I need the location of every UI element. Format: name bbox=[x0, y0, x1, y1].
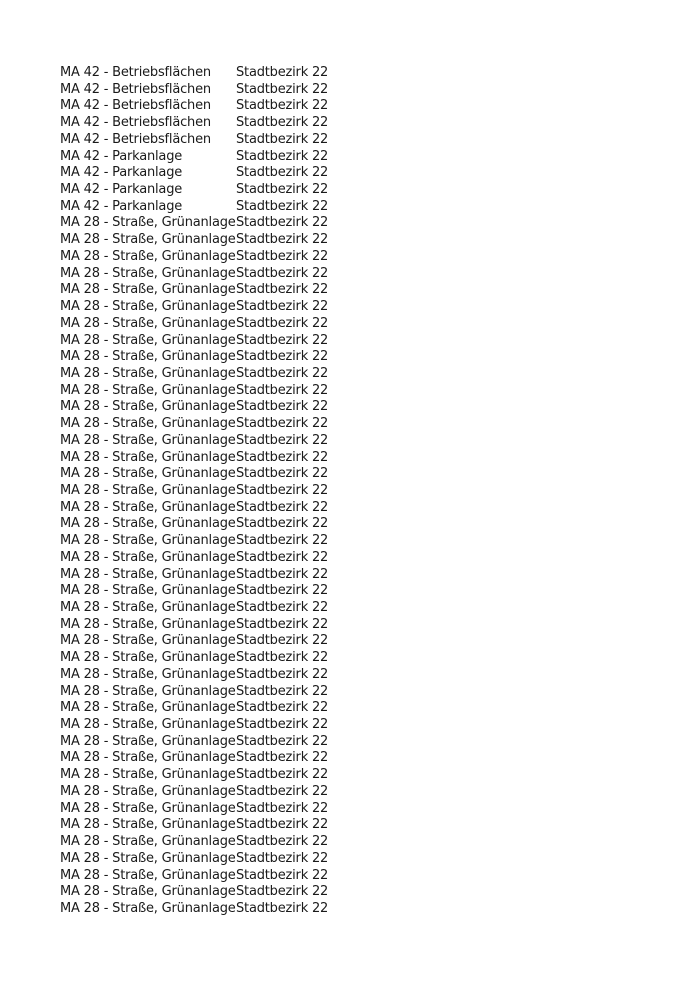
table-row bbox=[60, 767, 328, 784]
department-cell: MA 28 - Straße, Grünanlage bbox=[60, 499, 236, 515]
district-cell: Stadtbezirk 22 bbox=[236, 900, 329, 916]
district-cell: Stadtbezirk 22 bbox=[236, 416, 329, 432]
table-row bbox=[60, 299, 328, 316]
department-cell: MA 28 - Straße, Grünanlage bbox=[60, 700, 236, 716]
district-cell: Stadtbezirk 22 bbox=[236, 817, 329, 833]
table-row bbox=[60, 333, 328, 350]
department-cell: MA 28 - Straße, Grünanlage bbox=[60, 349, 236, 365]
table-row bbox=[60, 901, 328, 918]
district-cell: Stadtbezirk 22 bbox=[236, 148, 329, 164]
table-row bbox=[60, 600, 328, 617]
department-cell: MA 28 - Straße, Grünanlage bbox=[60, 399, 236, 415]
table-row bbox=[60, 65, 328, 82]
table-row bbox=[60, 399, 328, 416]
district-cell: Stadtbezirk 22 bbox=[236, 733, 329, 749]
district-cell: Stadtbezirk 22 bbox=[236, 767, 329, 783]
department-cell: MA 28 - Straße, Grünanlage bbox=[60, 717, 236, 733]
district-cell: Stadtbezirk 22 bbox=[236, 449, 329, 465]
table-row bbox=[60, 383, 328, 400]
table-row bbox=[60, 282, 328, 299]
department-cell: MA 28 - Straße, Grünanlage bbox=[60, 248, 236, 264]
table-row bbox=[60, 851, 328, 868]
district-cell: Stadtbezirk 22 bbox=[236, 800, 329, 816]
table-row bbox=[60, 633, 328, 650]
department-cell: MA 28 - Straße, Grünanlage bbox=[60, 332, 236, 348]
table-row bbox=[60, 516, 328, 533]
district-cell: Stadtbezirk 22 bbox=[236, 332, 329, 348]
table-row bbox=[60, 433, 328, 450]
district-cell: Stadtbezirk 22 bbox=[236, 834, 329, 850]
table-row bbox=[60, 884, 328, 901]
district-cell: Stadtbezirk 22 bbox=[236, 382, 329, 398]
district-cell: Stadtbezirk 22 bbox=[236, 533, 329, 549]
table-row bbox=[60, 466, 328, 483]
department-cell: MA 28 - Straße, Grünanlage bbox=[60, 449, 236, 465]
table-row bbox=[60, 115, 328, 132]
department-cell: MA 28 - Straße, Grünanlage bbox=[60, 583, 236, 599]
district-cell: Stadtbezirk 22 bbox=[236, 365, 329, 381]
table-row bbox=[60, 450, 328, 467]
table-row bbox=[60, 684, 328, 701]
district-cell: Stadtbezirk 22 bbox=[236, 600, 329, 615]
district-cell: Stadtbezirk 22 bbox=[236, 81, 329, 97]
department-cell: MA 42 - Parkanlage bbox=[60, 165, 183, 181]
department-cell: MA 28 - Straße, Grünanlage bbox=[60, 733, 236, 749]
table-row bbox=[60, 366, 328, 383]
district-cell: Stadtbezirk 22 bbox=[236, 750, 329, 766]
table-row bbox=[60, 834, 328, 851]
table-row bbox=[60, 567, 328, 584]
district-cell: Stadtbezirk 22 bbox=[236, 783, 329, 799]
table-row bbox=[60, 182, 328, 199]
table-row bbox=[60, 617, 328, 634]
district-cell: Stadtbezirk 22 bbox=[236, 566, 329, 582]
table-row bbox=[60, 199, 328, 216]
department-cell: MA 28 - Straße, Grünanlage bbox=[60, 633, 236, 649]
department-cell: MA 28 - Straße, Grünanlage bbox=[60, 867, 236, 883]
table-row bbox=[60, 500, 328, 517]
district-cell: Stadtbezirk 22 bbox=[236, 265, 329, 281]
table-row bbox=[60, 650, 328, 667]
district-cell: Stadtbezirk 22 bbox=[236, 299, 329, 315]
table-row bbox=[60, 149, 328, 166]
department-cell: MA 28 - Straße, Grünanlage bbox=[60, 215, 236, 231]
department-cell: MA 28 - Straße, Grünanlage bbox=[60, 800, 236, 816]
table-row bbox=[60, 249, 328, 266]
district-cell: Stadtbezirk 22 bbox=[236, 466, 329, 482]
district-cell: Stadtbezirk 22 bbox=[236, 282, 329, 298]
department-cell: MA 28 - Straße, Grünanlage bbox=[60, 616, 236, 632]
table-row bbox=[60, 132, 328, 149]
department-cell: MA 28 - Straße, Grünanlage bbox=[60, 232, 236, 248]
department-cell: MA 42 - Parkanlage bbox=[60, 148, 183, 164]
district-cell: Stadtbezirk 22 bbox=[236, 700, 329, 716]
department-cell: MA 28 - Straße, Grünanlage bbox=[60, 767, 236, 783]
table-row bbox=[60, 868, 328, 885]
department-cell: MA 28 - Straße, Grünanlage bbox=[60, 549, 236, 565]
table-row bbox=[60, 717, 328, 734]
table-row bbox=[60, 801, 328, 818]
district-cell: Stadtbezirk 22 bbox=[236, 115, 329, 131]
department-cell: MA 28 - Straße, Grünanlage bbox=[60, 533, 236, 549]
department-cell: MA 42 - Betriebsflächen bbox=[60, 131, 211, 147]
table-row bbox=[60, 784, 328, 801]
district-cell: Stadtbezirk 22 bbox=[236, 215, 329, 231]
district-cell: Stadtbezirk 22 bbox=[236, 482, 329, 498]
district-cell: Stadtbezirk 22 bbox=[236, 516, 329, 532]
district-cell: Stadtbezirk 22 bbox=[236, 633, 329, 649]
department-cell: MA 28 - Straße, Grünanlage bbox=[60, 315, 236, 331]
table-body bbox=[60, 65, 328, 918]
department-cell: MA 28 - Straße, Grünanlage bbox=[60, 365, 236, 381]
table-row bbox=[60, 215, 328, 232]
district-cell: Stadtbezirk 22 bbox=[236, 315, 329, 331]
district-cell: Stadtbezirk 22 bbox=[236, 98, 329, 114]
table-row bbox=[60, 667, 328, 684]
table-row bbox=[60, 316, 328, 333]
district-cell: Stadtbezirk 22 bbox=[236, 666, 329, 682]
district-cell: Stadtbezirk 22 bbox=[236, 650, 329, 666]
district-cell: Stadtbezirk 22 bbox=[236, 349, 329, 365]
table-row bbox=[60, 82, 328, 99]
table-row bbox=[60, 416, 328, 433]
table-row bbox=[60, 533, 328, 550]
department-cell: MA 28 - Straße, Grünanlage bbox=[60, 432, 236, 448]
department-cell: MA 42 - Parkanlage bbox=[60, 198, 183, 214]
district-cell: Stadtbezirk 22 bbox=[236, 499, 329, 515]
table-row bbox=[60, 98, 328, 115]
table-row bbox=[60, 817, 328, 834]
department-cell: MA 42 - Betriebsflächen bbox=[60, 98, 211, 114]
district-cell: Stadtbezirk 22 bbox=[236, 583, 329, 599]
department-cell: MA 42 - Betriebsflächen bbox=[60, 115, 211, 131]
table-row bbox=[60, 750, 328, 767]
table-row bbox=[60, 550, 328, 567]
table-row bbox=[60, 583, 328, 600]
table-row bbox=[60, 266, 328, 283]
district-cell: Stadtbezirk 22 bbox=[236, 884, 329, 900]
district-cell: Stadtbezirk 22 bbox=[236, 248, 329, 264]
district-cell: Stadtbezirk 22 bbox=[236, 165, 329, 181]
district-cell: Stadtbezirk 22 bbox=[236, 232, 329, 248]
district-cell: Stadtbezirk 22 bbox=[236, 198, 329, 214]
table-row bbox=[60, 232, 328, 249]
table-row bbox=[60, 700, 328, 717]
table-row bbox=[60, 483, 328, 500]
table-row bbox=[60, 165, 328, 182]
district-cell: Stadtbezirk 22 bbox=[236, 616, 329, 632]
department-cell: MA 28 - Straße, Grünanlage bbox=[60, 600, 236, 615]
table-row bbox=[60, 734, 328, 751]
district-cell: Stadtbezirk 22 bbox=[236, 850, 329, 866]
district-cell: Stadtbezirk 22 bbox=[236, 131, 329, 147]
department-cell: MA 28 - Straße, Grünanlage bbox=[60, 282, 236, 298]
department-cell: MA 28 - Straße, Grünanlage bbox=[60, 834, 236, 850]
department-cell: MA 28 - Straße, Grünanlage bbox=[60, 416, 236, 432]
department-cell: MA 28 - Straße, Grünanlage bbox=[60, 783, 236, 799]
department-cell: MA 28 - Straße, Grünanlage bbox=[60, 566, 236, 582]
department-cell: MA 28 - Straße, Grünanlage bbox=[60, 299, 236, 315]
district-cell: Stadtbezirk 22 bbox=[236, 65, 329, 80]
department-cell: MA 28 - Straße, Grünanlage bbox=[60, 265, 236, 281]
district-cell: Stadtbezirk 22 bbox=[236, 182, 329, 198]
department-cell: MA 28 - Straße, Grünanlage bbox=[60, 850, 236, 866]
district-cell: Stadtbezirk 22 bbox=[236, 549, 329, 565]
department-cell: MA 28 - Straße, Grünanlage bbox=[60, 817, 236, 833]
district-cell: Stadtbezirk 22 bbox=[236, 683, 329, 699]
department-cell: MA 28 - Straße, Grünanlage bbox=[60, 900, 236, 916]
department-cell: MA 28 - Straße, Grünanlage bbox=[60, 666, 236, 682]
department-cell: MA 28 - Straße, Grünanlage bbox=[60, 683, 236, 699]
district-cell: Stadtbezirk 22 bbox=[236, 432, 329, 448]
department-cell: MA 42 - Parkanlage bbox=[60, 182, 183, 198]
department-cell: MA 28 - Straße, Grünanlage bbox=[60, 650, 236, 666]
department-cell: MA 28 - Straße, Grünanlage bbox=[60, 466, 236, 482]
table-row bbox=[60, 349, 328, 366]
department-cell: MA 42 - Betriebsflächen bbox=[60, 81, 211, 97]
district-cell: Stadtbezirk 22 bbox=[236, 867, 329, 883]
department-cell: MA 28 - Straße, Grünanlage bbox=[60, 482, 236, 498]
district-cell: Stadtbezirk 22 bbox=[236, 717, 329, 733]
department-cell: MA 28 - Straße, Grünanlage bbox=[60, 884, 236, 900]
department-cell: MA 28 - Straße, Grünanlage bbox=[60, 750, 236, 766]
department-cell: MA 28 - Straße, Grünanlage bbox=[60, 516, 236, 532]
district-cell: Stadtbezirk 22 bbox=[236, 399, 329, 415]
department-cell: MA 28 - Straße, Grünanlage bbox=[60, 382, 236, 398]
department-cell: MA 42 - Betriebsflächen bbox=[60, 65, 211, 80]
